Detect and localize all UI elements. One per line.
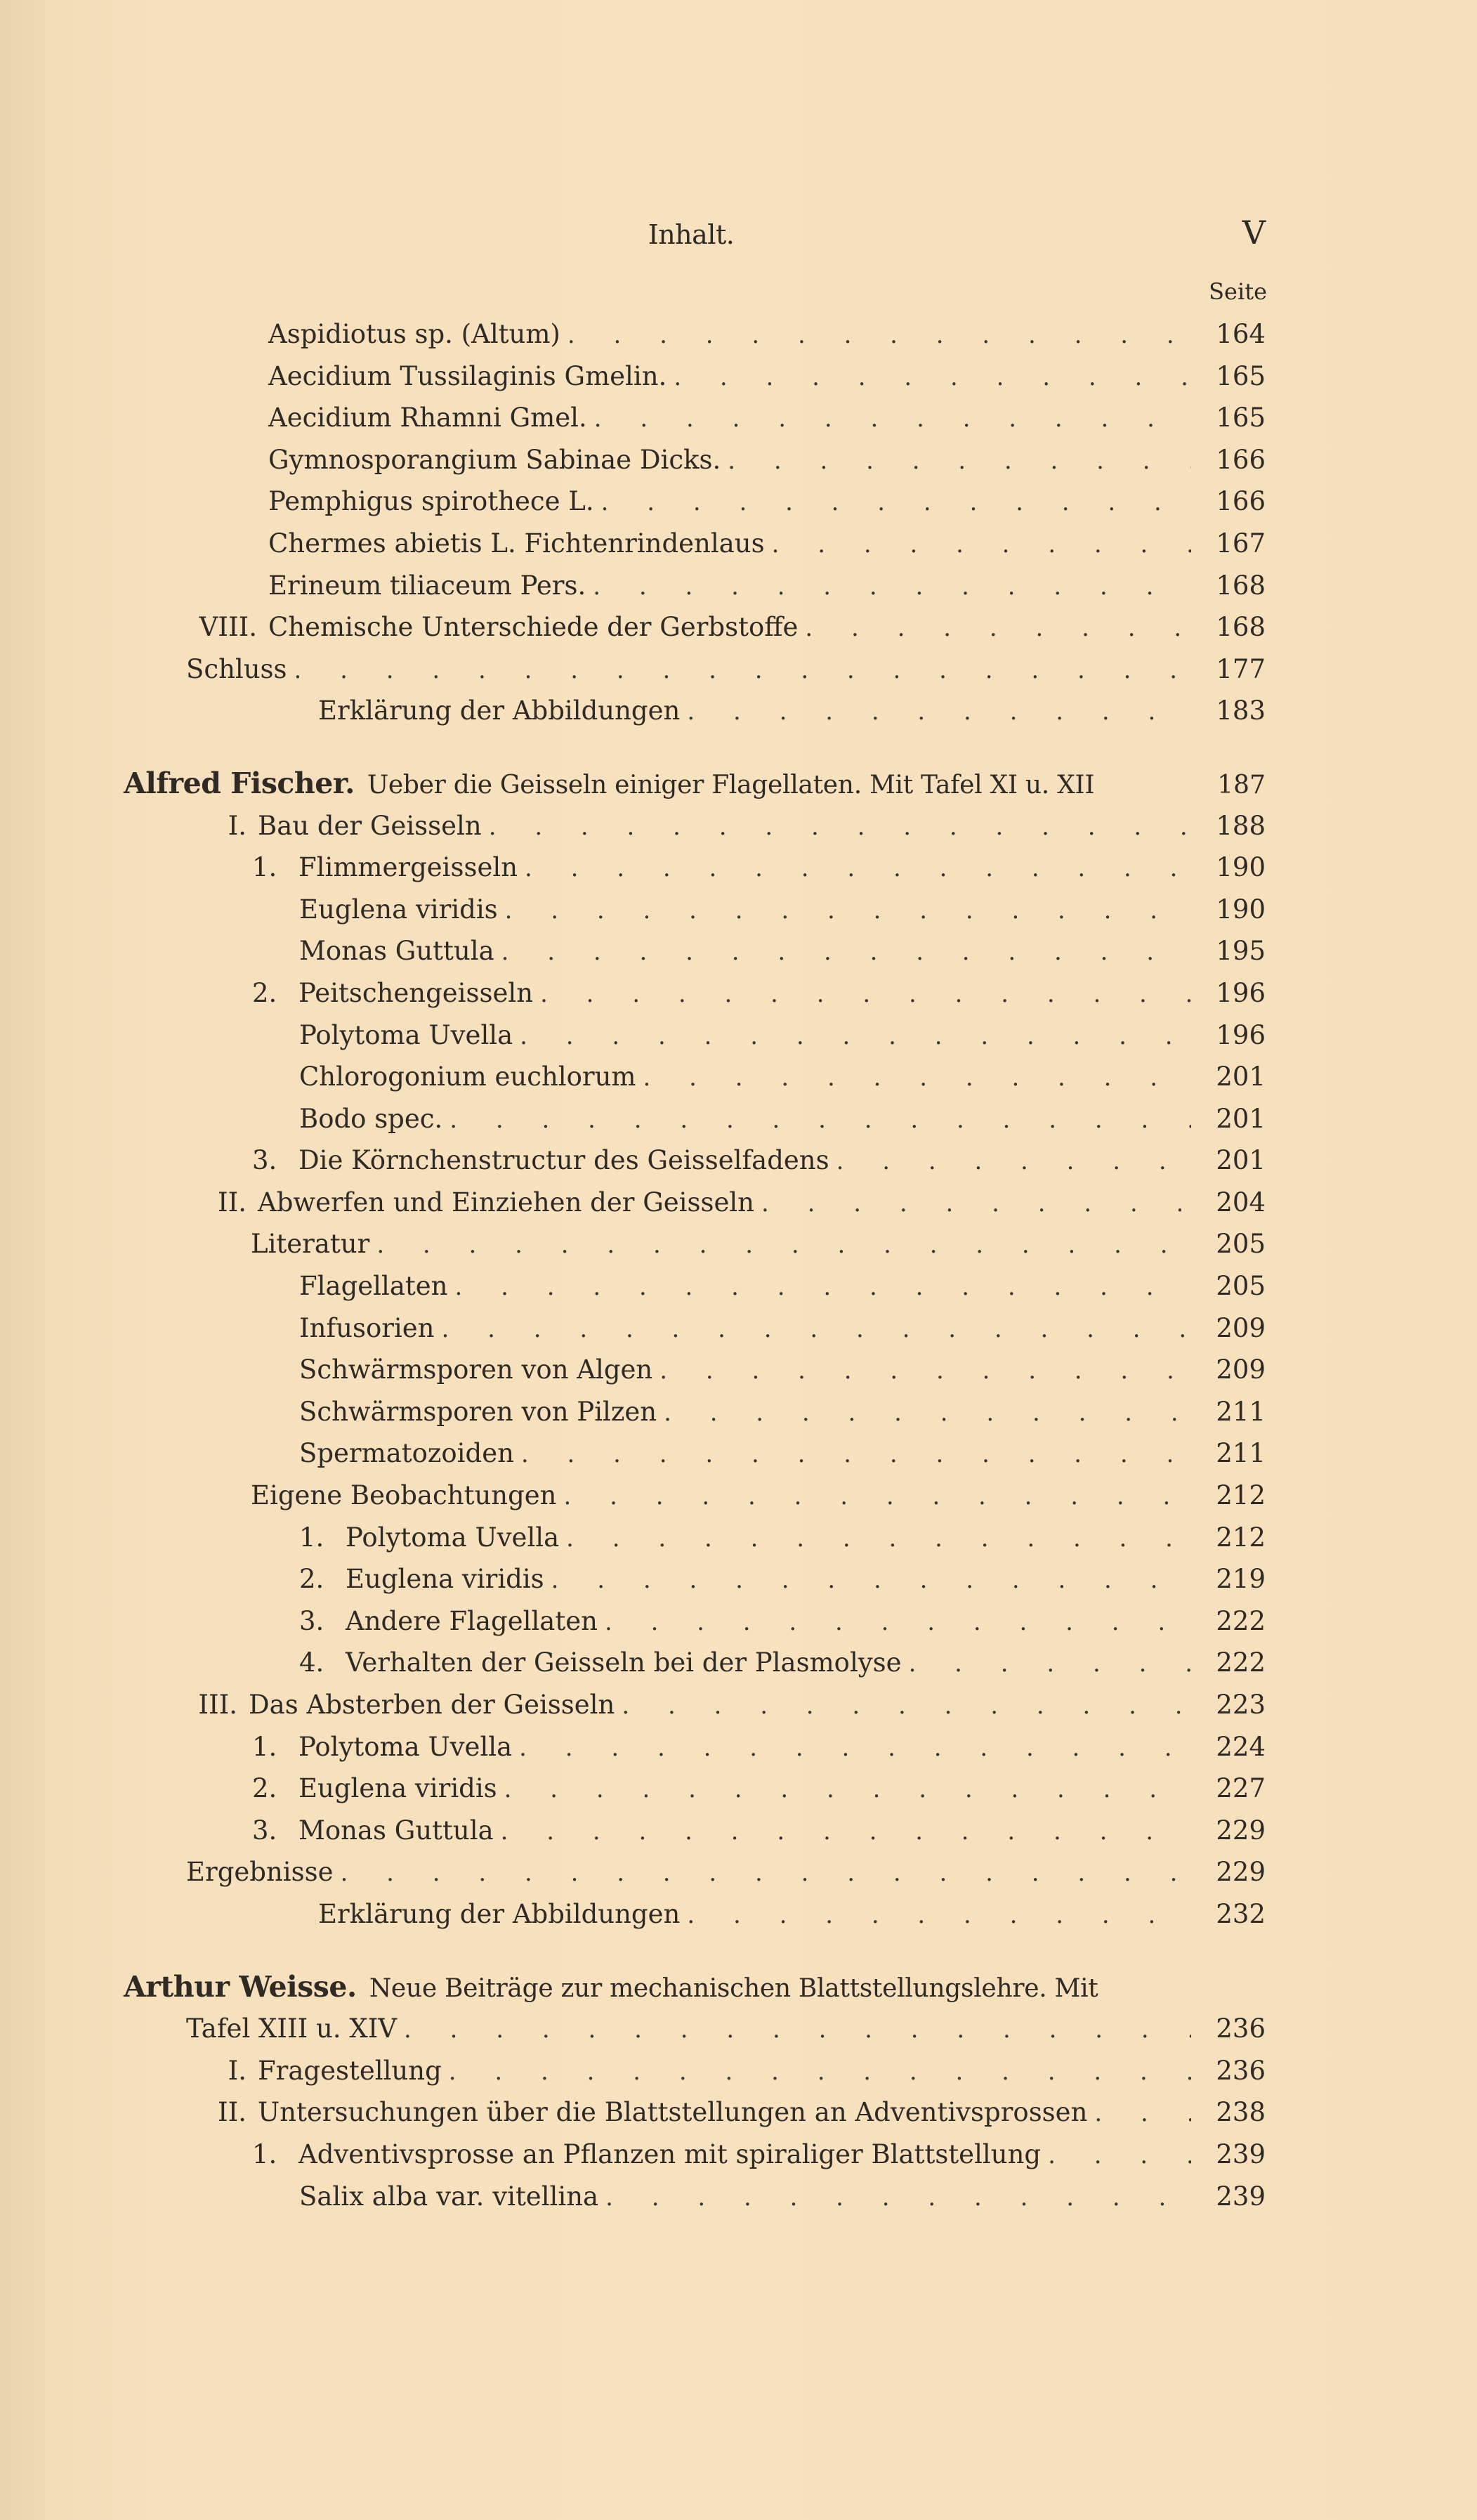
entry-title: Literatur [251, 1229, 370, 1260]
entry-title: Schwärmsporen von Pilzen [299, 1396, 657, 1427]
toc-entry[interactable] [0, 1893, 1477, 1935]
toc-entry[interactable] [0, 805, 1477, 847]
dot-leader [1048, 2135, 1191, 2177]
dot-leader [564, 1476, 1191, 1518]
toc-entry[interactable] [0, 1098, 1477, 1140]
entry-page: 165 [1216, 360, 1266, 391]
table-of-contents [0, 313, 1477, 2217]
entry-number: 3. [252, 1145, 277, 1176]
entry-page: 209 [1216, 1312, 1266, 1343]
entry-page: 195 [1216, 936, 1266, 967]
running-title: Inhalt. [648, 219, 735, 250]
entry-title: Euglena viridis [298, 1773, 497, 1804]
entry-page: 209 [1216, 1354, 1266, 1385]
toc-entry[interactable] [0, 2091, 1477, 2134]
entry-title: Adventivsprosse an Pflanzen mit spiraliger Blattstellung [298, 2139, 1042, 2169]
dot-leader [605, 2177, 1191, 2219]
entry-number: 1. [252, 2139, 277, 2169]
entry-page: 239 [1216, 2181, 1266, 2212]
dot-leader [674, 357, 1191, 399]
entry-page: 227 [1216, 1773, 1266, 1804]
entry-title: Schluss [186, 653, 287, 684]
dot-leader [593, 566, 1191, 608]
dot-leader [728, 440, 1191, 483]
entry-page: 223 [1216, 1690, 1266, 1720]
dot-leader [501, 932, 1191, 974]
dot-leader [376, 1225, 1191, 1267]
dot-leader [643, 1057, 1191, 1099]
dot-leader [441, 1309, 1191, 1351]
toc-article-heading[interactable] [0, 763, 1477, 805]
entry-title: Eigene Beobachtungen [251, 1480, 557, 1511]
entry-title: Salix alba var. vitellina [299, 2181, 599, 2212]
dot-leader [505, 890, 1191, 932]
toc-entry[interactable] [0, 1223, 1477, 1265]
toc-entry[interactable] [0, 1517, 1477, 1559]
entry-page: 204 [1216, 1187, 1266, 1217]
entry-title: Abwerfen und Einziehen der Geisseln [258, 1187, 755, 1217]
entry-number: 3. [252, 1815, 277, 1846]
entry-page: 232 [1216, 1898, 1266, 1929]
entry-title: Polytoma Uvella [299, 1019, 513, 1050]
dot-leader [805, 608, 1191, 650]
dot-leader [687, 1895, 1191, 1937]
entry-title: Chermes abietis L. Fichtenrindenlaus [268, 528, 765, 559]
toc-entry[interactable] [0, 1684, 1477, 1726]
entry-title: Euglena viridis [346, 1564, 544, 1595]
entry-number: II. [218, 2097, 247, 2128]
toc-entry[interactable] [0, 313, 1477, 355]
toc-entry[interactable] [0, 1475, 1477, 1517]
entry-page: 190 [1216, 852, 1266, 883]
entry-page: 201 [1216, 1103, 1266, 1134]
dot-leader [525, 848, 1191, 890]
toc-entry[interactable] [0, 1140, 1477, 1182]
toc-entry[interactable] [0, 889, 1477, 931]
entry-page: 201 [1216, 1145, 1266, 1176]
entry-title: Erklärung der Abbildungen [318, 696, 681, 726]
article-page: 187 [1217, 770, 1266, 799]
entry-title: Monas Guttula [299, 936, 494, 967]
toc-entry[interactable] [0, 2176, 1477, 2218]
entry-page: 201 [1216, 1062, 1266, 1092]
toc-entry[interactable] [0, 565, 1477, 607]
entry-number: 2. [252, 1773, 277, 1804]
toc-entry[interactable] [0, 1432, 1477, 1475]
entry-page: 177 [1216, 653, 1266, 684]
toc-entry[interactable] [0, 439, 1477, 481]
entry-page: 188 [1216, 810, 1266, 841]
toc-entry[interactable] [0, 1726, 1477, 1768]
toc-entry[interactable] [0, 1600, 1477, 1643]
entry-page: 229 [1216, 1815, 1266, 1846]
dot-leader [489, 807, 1191, 849]
entry-number: 1. [252, 1731, 277, 1762]
entry-number: 3. [299, 1605, 324, 1636]
toc-entry[interactable] [0, 648, 1477, 691]
entry-number: 1. [252, 852, 277, 883]
entry-title: Peitschengeisseln [298, 977, 534, 1008]
entry-title: Gymnosporangium Sabinae Dicks. [268, 444, 721, 475]
dot-leader [454, 1267, 1191, 1309]
dot-leader [605, 1602, 1191, 1644]
entry-page: 205 [1216, 1229, 1266, 1260]
entry-title: Erineum tiliaceum Pers. [268, 570, 586, 601]
entry-title: Aecidium Tussilaginis Gmelin. [268, 360, 667, 391]
entry-number: 4. [299, 1647, 324, 1678]
entry-page: 238 [1216, 2097, 1266, 2128]
entry-page: 164 [1216, 319, 1266, 349]
entry-title: Flagellaten [299, 1271, 448, 1302]
article-title: Neue Beiträge zur mechanischen Blattstellungslehre. Mit [369, 1973, 1098, 2003]
dot-leader [659, 1350, 1191, 1392]
entry-page: 222 [1216, 1605, 1266, 1636]
entry-page: 190 [1216, 894, 1266, 925]
toc-entry[interactable] [0, 1182, 1477, 1224]
entry-title: Pemphigus spirothece L. [268, 486, 594, 517]
dot-leader [594, 398, 1191, 440]
toc-entry[interactable] [0, 397, 1477, 439]
entry-page: 168 [1216, 612, 1266, 643]
entry-page: 222 [1216, 1647, 1266, 1678]
entry-title: Polytoma Uvella [346, 1522, 560, 1553]
entry-title: Bau der Geisseln [258, 810, 482, 841]
entry-title: Aecidium Rhamni Gmel. [268, 403, 587, 433]
entry-title: Schwärmsporen von Algen [299, 1354, 653, 1385]
entry-title: Euglena viridis [299, 894, 498, 925]
dot-leader [540, 974, 1191, 1016]
entry-number: 1. [299, 1522, 324, 1553]
entry-title: Bodo spec. [299, 1103, 443, 1134]
toc-entry[interactable] [0, 1014, 1477, 1057]
entry-page: 168 [1216, 570, 1266, 601]
dot-leader [521, 1434, 1191, 1476]
toc-entry[interactable] [0, 1056, 1477, 1098]
entry-page: 165 [1216, 403, 1266, 433]
entry-title: Untersuchungen über die Blattstellungen an Adventivsprossen [258, 2097, 1088, 2128]
toc-article-heading-cont[interactable] [0, 2008, 1477, 2050]
entry-page: 211 [1216, 1438, 1266, 1469]
entry-page: 212 [1216, 1522, 1266, 1553]
toc-entry[interactable] [0, 2050, 1477, 2092]
entry-number: VIII. [199, 612, 257, 643]
entry-page: 224 [1216, 1731, 1266, 1762]
section-gap [0, 732, 1477, 763]
entry-title: Die Körnchenstructur des Geisselfadens [298, 1145, 829, 1176]
section-gap [0, 1935, 1477, 1966]
toc-entry[interactable] [0, 690, 1477, 732]
entry-number: III. [198, 1690, 237, 1720]
dot-leader [341, 1853, 1192, 1895]
entry-page: 166 [1216, 444, 1266, 475]
toc-entry[interactable] [0, 1558, 1477, 1600]
dot-leader [449, 2051, 1191, 2094]
dot-leader [567, 315, 1191, 357]
toc-entry[interactable] [0, 1851, 1477, 1893]
article-title: Ueber die Geisseln einiger Flagellaten. Mit Tafel XI u. XII [367, 770, 1095, 799]
entry-page: 239 [1216, 2139, 1266, 2169]
dot-leader [519, 1728, 1191, 1770]
toc-entry[interactable] [0, 523, 1477, 565]
entry-number: I. [228, 2055, 247, 2086]
article-title-cont: Tafel XIII u. XIV [186, 2013, 398, 2044]
entry-title: Polytoma Uvella [298, 1731, 513, 1762]
toc-entry[interactable] [0, 1391, 1477, 1433]
entry-title: Chemische Unterschiede der Gerbstoffe [268, 612, 799, 643]
entry-page: 167 [1216, 528, 1266, 559]
entry-number: 2. [299, 1564, 324, 1595]
toc-entry[interactable] [0, 1810, 1477, 1852]
dot-leader [1094, 2093, 1191, 2135]
dot-leader [687, 691, 1191, 733]
dot-leader [404, 2009, 1191, 2051]
entry-page: 183 [1216, 696, 1266, 726]
entry-page: 211 [1216, 1396, 1266, 1427]
toc-entry[interactable] [0, 1349, 1477, 1391]
entry-page: 219 [1216, 1564, 1266, 1595]
dot-leader [449, 1099, 1191, 1142]
toc-entry[interactable] [0, 606, 1477, 648]
entry-title: Das Absterben der Geisseln [249, 1690, 615, 1720]
entry-page: 196 [1216, 977, 1266, 1008]
entry-title: Infusorien [299, 1312, 435, 1343]
toc-entry[interactable] [0, 481, 1477, 523]
entry-title: Ergebnisse [186, 1857, 334, 1888]
dot-leader [501, 1811, 1191, 1853]
entry-title: Verhalten der Geisseln bei der Plasmolyse [346, 1647, 902, 1678]
dot-leader [294, 650, 1191, 692]
page-column-label: Seite [1209, 278, 1267, 305]
entry-title: Erklärung der Abbildungen [318, 1898, 681, 1929]
entry-title: Spermatozoiden [299, 1438, 514, 1469]
entry-number: 2. [252, 977, 277, 1008]
dot-leader [761, 1183, 1191, 1225]
entry-page: 236 [1216, 2055, 1266, 2086]
toc-entry[interactable] [0, 355, 1477, 398]
entry-page: 196 [1216, 1019, 1266, 1050]
dot-leader [601, 482, 1191, 524]
entry-title: Monas Guttula [298, 1815, 494, 1846]
page-number: V [1242, 214, 1266, 252]
toc-entry[interactable] [0, 847, 1477, 889]
toc-entry[interactable] [0, 1642, 1477, 1684]
dot-leader [836, 1141, 1191, 1183]
toc-entry[interactable] [0, 1768, 1477, 1810]
entry-page: 166 [1216, 486, 1266, 517]
entry-title: Chlorogonium euchlorum [299, 1062, 636, 1092]
entry-number: I. [228, 810, 247, 841]
dot-leader [566, 1518, 1191, 1560]
dot-leader [664, 1392, 1191, 1435]
toc-article-heading[interactable] [0, 1966, 1477, 2009]
dot-leader [504, 1769, 1191, 1811]
entry-title: Flimmergeisseln [298, 852, 518, 883]
toc-entry[interactable] [0, 930, 1477, 972]
entry-title: Andere Flagellaten [346, 1605, 598, 1636]
dot-leader [772, 524, 1191, 566]
dot-leader [551, 1560, 1191, 1602]
dot-leader [622, 1685, 1191, 1728]
entry-title: Aspidiotus sp. (Altum) [268, 319, 560, 349]
entry-page: 205 [1216, 1271, 1266, 1302]
article-page: 236 [1216, 2013, 1266, 2044]
entry-title: Fragestellung [258, 2055, 442, 2086]
toc-entry[interactable] [0, 1265, 1477, 1307]
entry-number: II. [218, 1187, 247, 1217]
dot-leader [909, 1643, 1191, 1685]
article-author: Arthur Weisse. [124, 1969, 357, 2004]
dot-leader [520, 1016, 1191, 1058]
toc-entry[interactable] [0, 972, 1477, 1014]
article-author: Alfred Fischer. [124, 766, 355, 800]
toc-entry[interactable] [0, 1307, 1477, 1350]
entry-page: 229 [1216, 1857, 1266, 1888]
toc-entry[interactable] [0, 2134, 1477, 2176]
entry-page: 212 [1216, 1480, 1266, 1511]
